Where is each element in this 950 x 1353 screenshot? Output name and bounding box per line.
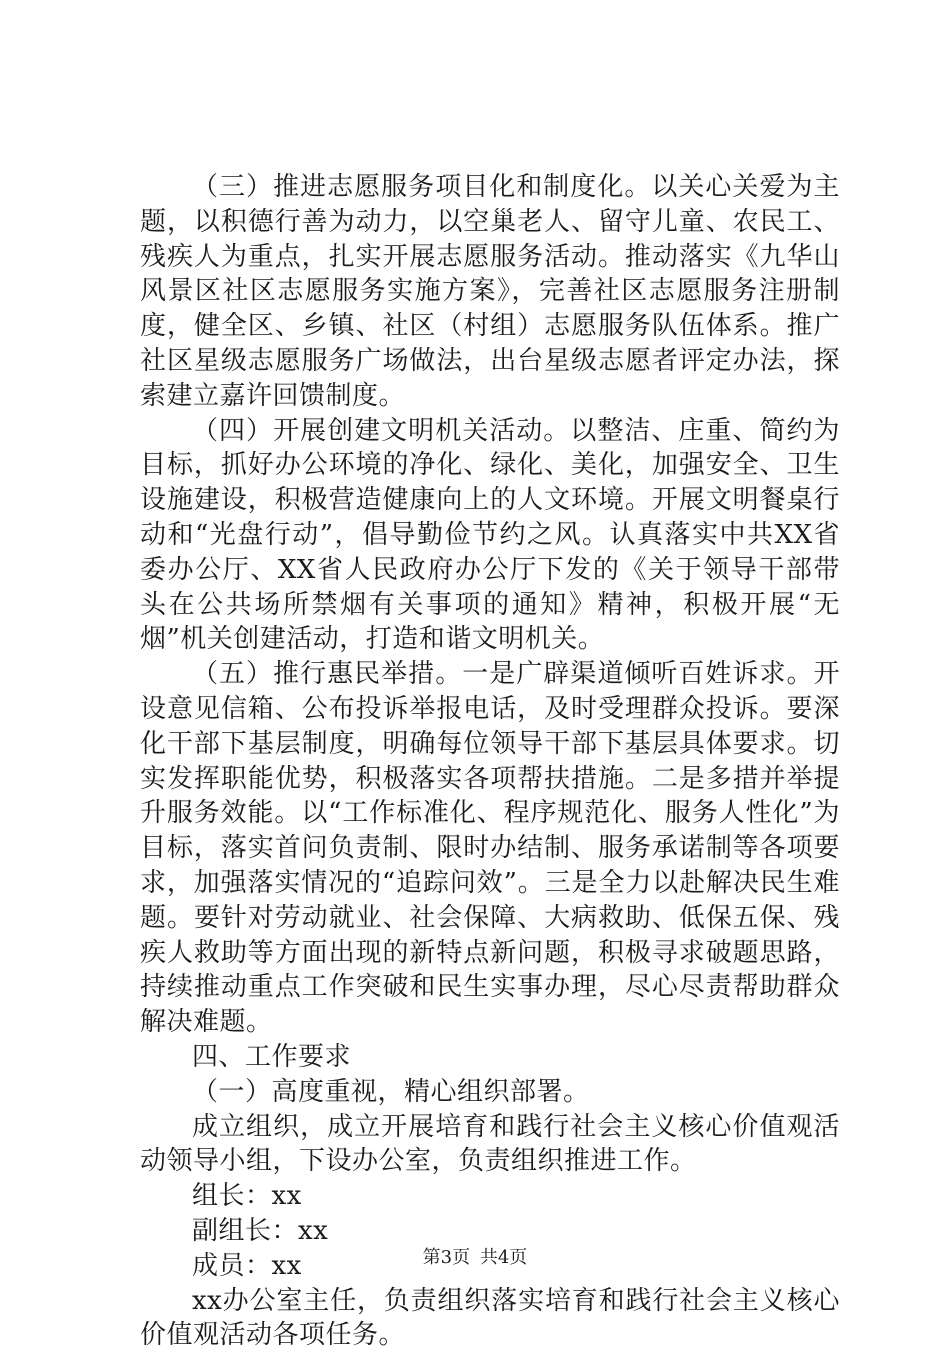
members-line: 成员：xx <box>140 1249 840 1284</box>
page-footer <box>0 1243 950 1269</box>
section-heading-work-requirements: 四、工作要求 <box>140 1040 840 1075</box>
paragraph-benefit-measures: （五）推行惠民举措。一是广辟渠道倾听百姓诉求。开设意见信箱、公布投诉举报电话，及时受理群众投诉。要深化干部下基层制度，明确每位领导干部下基层具体要求。切实发挥职能优势，积极落实各项帮扶措施。二是多措并举提升服务效能。以“工作标准化、程序规范化、服务人性化”为目标，落实首问负责制、限时办结制、服务承诺制等各项要求，加强落实情况的“追踪问效”。三是全力以赴解决民生难题。要针对劳动就业、社会保障、大病救助、低保五保、残疾人救助等方面出现的新特点新问题，积极寻求破题思路，持续推动重点工作突破和民生实事办理，尽心尽责帮助群众解决难题。 <box>140 657 840 1040</box>
deputy-leader-line: 副组长：xx <box>140 1214 840 1249</box>
document-body <box>140 170 840 1353</box>
subheading-attach-importance: （一）高度重视，精心组织部署。 <box>140 1075 840 1110</box>
page-number: 第3页 <box>423 1247 470 1268</box>
paragraph-office-director: xx办公室主任，负责组织落实培育和践行社会主义核心价值观活动各项任务。 <box>140 1284 840 1353</box>
paragraph-civilized-office: （四）开展创建文明机关活动。以整洁、庄重、简约为目标，抓好办公环境的净化、绿化、美化，加强安全、卫生设施建设，积极营造健康向上的人文环境。开展文明餐桌行动和“光盘行动”，倡导勤俭节约之风。认真落实中共XX省委办公厅、XX省人民政府办公厅下发的《关于领导干部带头在公共场所禁烟有关事项的通知》精神，积极开展“无烟”机关创建活动，打造和谐文明机关。 <box>140 414 840 658</box>
paragraph-establish-organization: 成立组织，成立开展培育和践行社会主义核心价值观活动领导小组，下设办公室，负责组织推进工作。 <box>140 1110 840 1180</box>
paragraph-volunteer-service: （三）推进志愿服务项目化和制度化。以关心关爱为主题，以积德行善为动力，以空巢老人、留守儿童、农民工、残疾人为重点，扎实开展志愿服务活动。推动落实《九华山风景区社区志愿服务实施方案》，完善社区志愿服务注册制度，健全区、乡镇、社区（村组）志愿服务队伍体系。推广社区星级志愿服务广场做法，出台星级志愿者评定办法，探索建立嘉许回馈制度。 <box>140 170 840 414</box>
total-pages: 共4页 <box>480 1247 527 1268</box>
team-leader-line: 组长：xx <box>140 1179 840 1214</box>
